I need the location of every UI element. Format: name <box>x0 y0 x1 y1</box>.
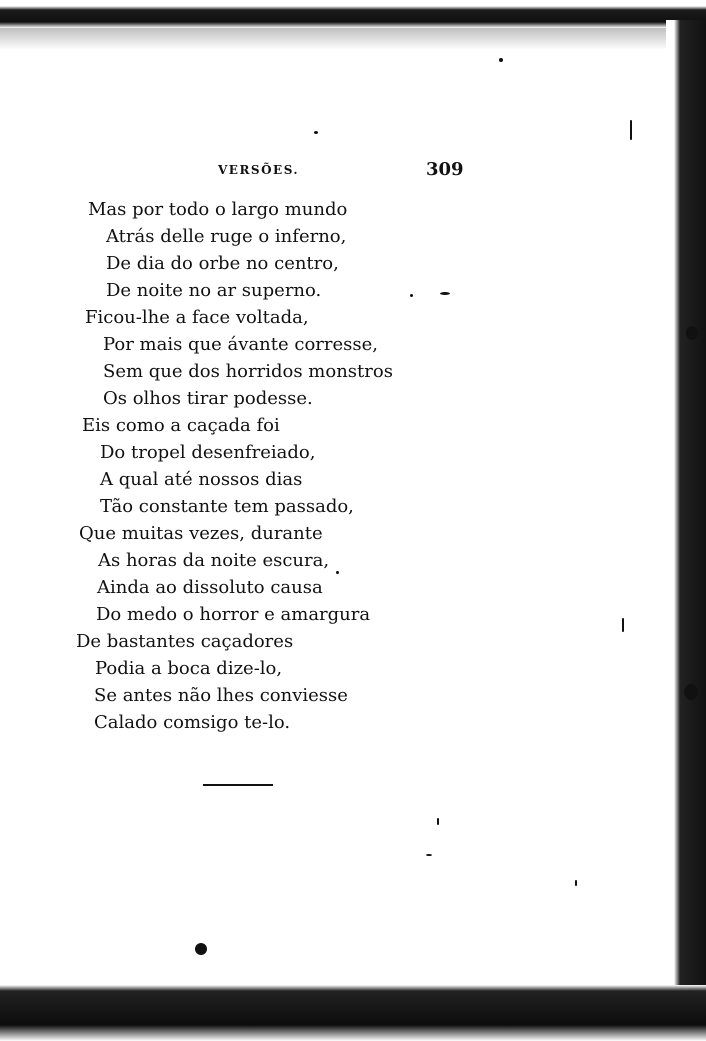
scan-speck <box>499 58 503 62</box>
scan-speck <box>630 120 632 140</box>
verse-line: Ainda ao dissoluto causa <box>97 577 323 598</box>
verse-line: A qual até nossos dias <box>100 469 303 490</box>
verse-line: Eis como a caçada foi <box>82 415 280 436</box>
verse-line: Atrás delle ruge o inferno, <box>106 226 347 247</box>
scan-speck <box>410 294 413 297</box>
verse-line: De dia do orbe no centro, <box>106 253 339 274</box>
verse-line: Podia a boca dize-lo, <box>95 658 283 679</box>
verse-line: Se antes não lhes conviesse <box>94 685 348 706</box>
verse-line: Do medo o horror e amargura <box>96 604 371 625</box>
scan-speck <box>684 684 698 700</box>
verse-line: De bastantes caçadores <box>76 631 294 652</box>
page-number: 309 <box>426 159 464 180</box>
verse-line: Que muitas vezes, durante <box>79 523 323 544</box>
scan-edge-top <box>0 0 706 28</box>
closing-rule <box>203 784 273 786</box>
scan-speck <box>437 818 439 825</box>
verse-line: Tão constante tem passado, <box>100 496 354 517</box>
scan-speck <box>426 854 432 856</box>
scan-edge-bottom <box>0 985 706 1041</box>
verse-line: Sem que dos horridos monstros <box>103 361 393 382</box>
verse-line: Calado comsigo te-lo. <box>94 712 291 733</box>
scan-speck <box>440 292 450 295</box>
verse-line: Do tropel desenfreiado, <box>100 442 316 463</box>
scan-speck <box>686 326 698 340</box>
verse-line: As horas da noite escura, <box>98 550 330 571</box>
verse-line: Os olhos tirar podesse. <box>103 388 313 409</box>
scan-edge-top-shadow <box>0 28 706 50</box>
scan-speck <box>622 618 624 632</box>
scan-speck <box>195 943 207 955</box>
scan-speck <box>336 571 339 574</box>
running-title: VERSÕES. <box>218 163 300 177</box>
scan-speck <box>314 131 318 134</box>
verse-line: Mas por todo o largo mundo <box>88 199 348 220</box>
verse-line: Ficou-lhe a face voltada, <box>85 307 309 328</box>
scan-speck <box>575 880 577 886</box>
scan-edge-right <box>666 20 706 1030</box>
verse-line: De noite no ar superno. <box>106 280 322 301</box>
verse-line: Por mais que ávante corresse, <box>103 334 379 355</box>
